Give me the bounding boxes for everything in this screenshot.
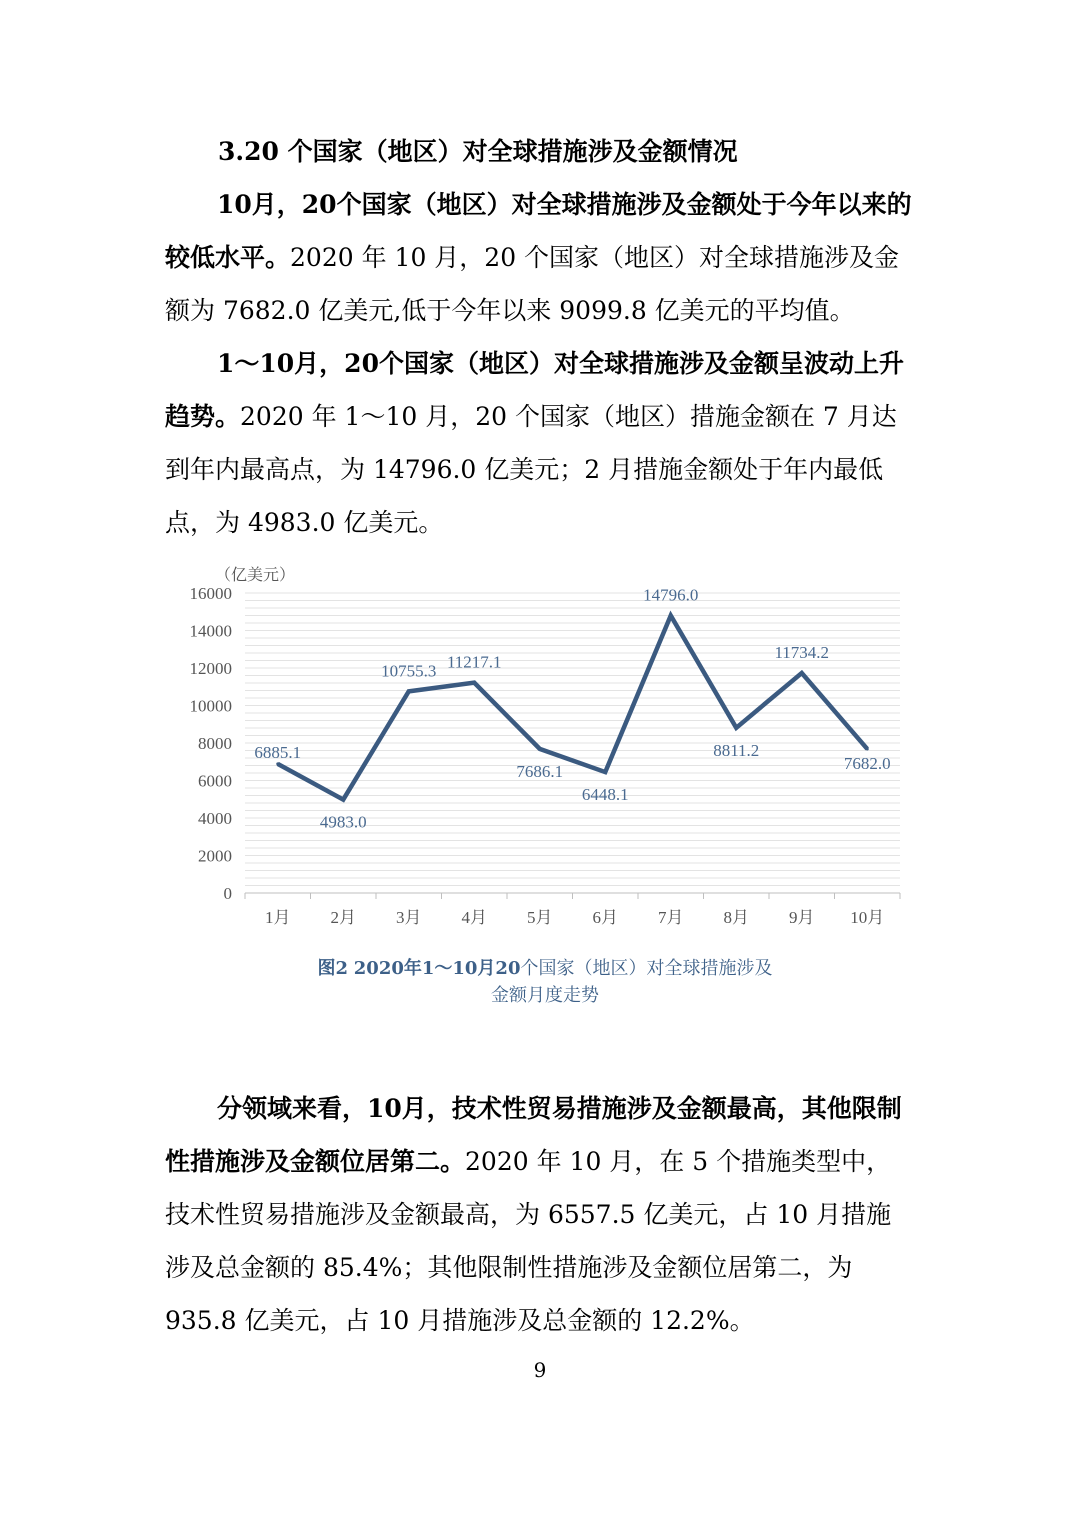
y-tick-label: 16000	[189, 584, 232, 603]
data-point	[342, 798, 345, 801]
page-number: 9	[533, 1358, 547, 1382]
paragraph-lead: 1～10月，20个国家（地区）对全球措施涉及金额呈波动上升趋势。	[165, 349, 904, 431]
data-label: 14796.0	[643, 585, 699, 605]
y-axis-unit-label: （亿美元）	[215, 567, 296, 584]
x-tick-label: 6月	[592, 908, 618, 927]
y-tick-label: 10000	[189, 696, 232, 716]
data-label: 7682.0	[843, 753, 891, 773]
paragraph-lead: 分领域来看，10月，技术性贸易措施涉及金额最高，其他限制性措施涉及金额位居第二。	[165, 1094, 902, 1176]
x-tick-label: 7月	[658, 908, 684, 927]
y-tick-label: 14000	[189, 621, 232, 641]
data-point	[800, 671, 803, 674]
data-label: 11734.2	[774, 642, 830, 662]
data-label: 4983.0	[319, 812, 367, 832]
y-tick-label: 0	[223, 884, 232, 903]
x-tick-label: 8月	[723, 908, 749, 927]
data-label: 6885.1	[254, 742, 302, 762]
data-label: 11217.1	[446, 652, 502, 672]
data-point	[473, 681, 476, 684]
paragraph-body: 2020 年 1～10 月，20 个国家（地区）措施金额在 7 月达到年内最高点，为 14796.0 亿美元；2 月措施金额处于年内最低点，为 4983.0 亿美元。	[165, 402, 897, 537]
paragraph-body: 2020 年 10 月，20 个国家（地区）对全球措施涉及金额为 7682.0 亿美元,低于今年以来 9099.8 亿美元的平均值。	[165, 243, 900, 325]
data-point	[538, 747, 541, 750]
data-label: 6448.1	[581, 785, 629, 805]
data-point	[604, 771, 607, 774]
monthly-amount-line-chart	[175, 560, 915, 945]
figure-caption-line1: 个国家（地区）对全球措施涉及	[520, 958, 773, 979]
paragraph-trend	[165, 337, 915, 549]
figure-caption-prefix: 图2	[317, 958, 349, 979]
chart-data-labels	[254, 586, 890, 832]
y-tick-label: 2000	[198, 846, 232, 866]
figure-caption-bold: 2020年1～10月20	[353, 958, 521, 979]
y-tick-label: 12000	[189, 659, 232, 678]
y-tick-label: 6000	[198, 771, 232, 791]
section-heading: 3.20 个国家（地区）对全球措施涉及金额情况	[218, 137, 738, 166]
x-tick-label: 5月	[527, 908, 553, 927]
data-point	[735, 726, 738, 729]
paragraph-by-sector	[165, 1082, 915, 1347]
data-point	[669, 614, 672, 617]
data-label: 7686.1	[516, 761, 564, 781]
data-point	[866, 747, 869, 750]
paragraph-october-level	[165, 178, 915, 337]
y-tick-label: 4000	[198, 809, 232, 828]
chart-gridlines	[245, 593, 900, 893]
figure-caption	[175, 955, 915, 1009]
x-tick-label: 4月	[461, 908, 487, 927]
data-point	[407, 690, 410, 693]
y-tick-label: 8000	[198, 734, 232, 753]
data-label: 8811.2	[713, 740, 760, 760]
x-tick-label: 2月	[330, 908, 356, 927]
paragraph-lead: 10月，20个国家（地区）对全球措施涉及金额处于今年以来的较低水平。	[165, 190, 912, 272]
x-tick-label: 1月	[265, 908, 291, 927]
figure-caption-line2: 金额月度走势	[491, 985, 599, 1006]
x-tick-label: 3月	[396, 908, 422, 927]
data-point	[276, 762, 279, 765]
x-tick-label: 10月	[850, 908, 885, 927]
x-tick-label: 9月	[789, 908, 815, 927]
paragraph-body: 2020 年 10 月，在 5 个措施类型中，技术性贸易措施涉及金额最高，为 6557.5 亿美元，占 10 月措施涉及总金额的 85.4%；其他限制性措施涉及金额位居第二，为 935.8 亿美元，占 10 月措施涉及总金额的 12.2%。	[165, 1147, 892, 1335]
data-label: 10755.3	[381, 661, 437, 681]
